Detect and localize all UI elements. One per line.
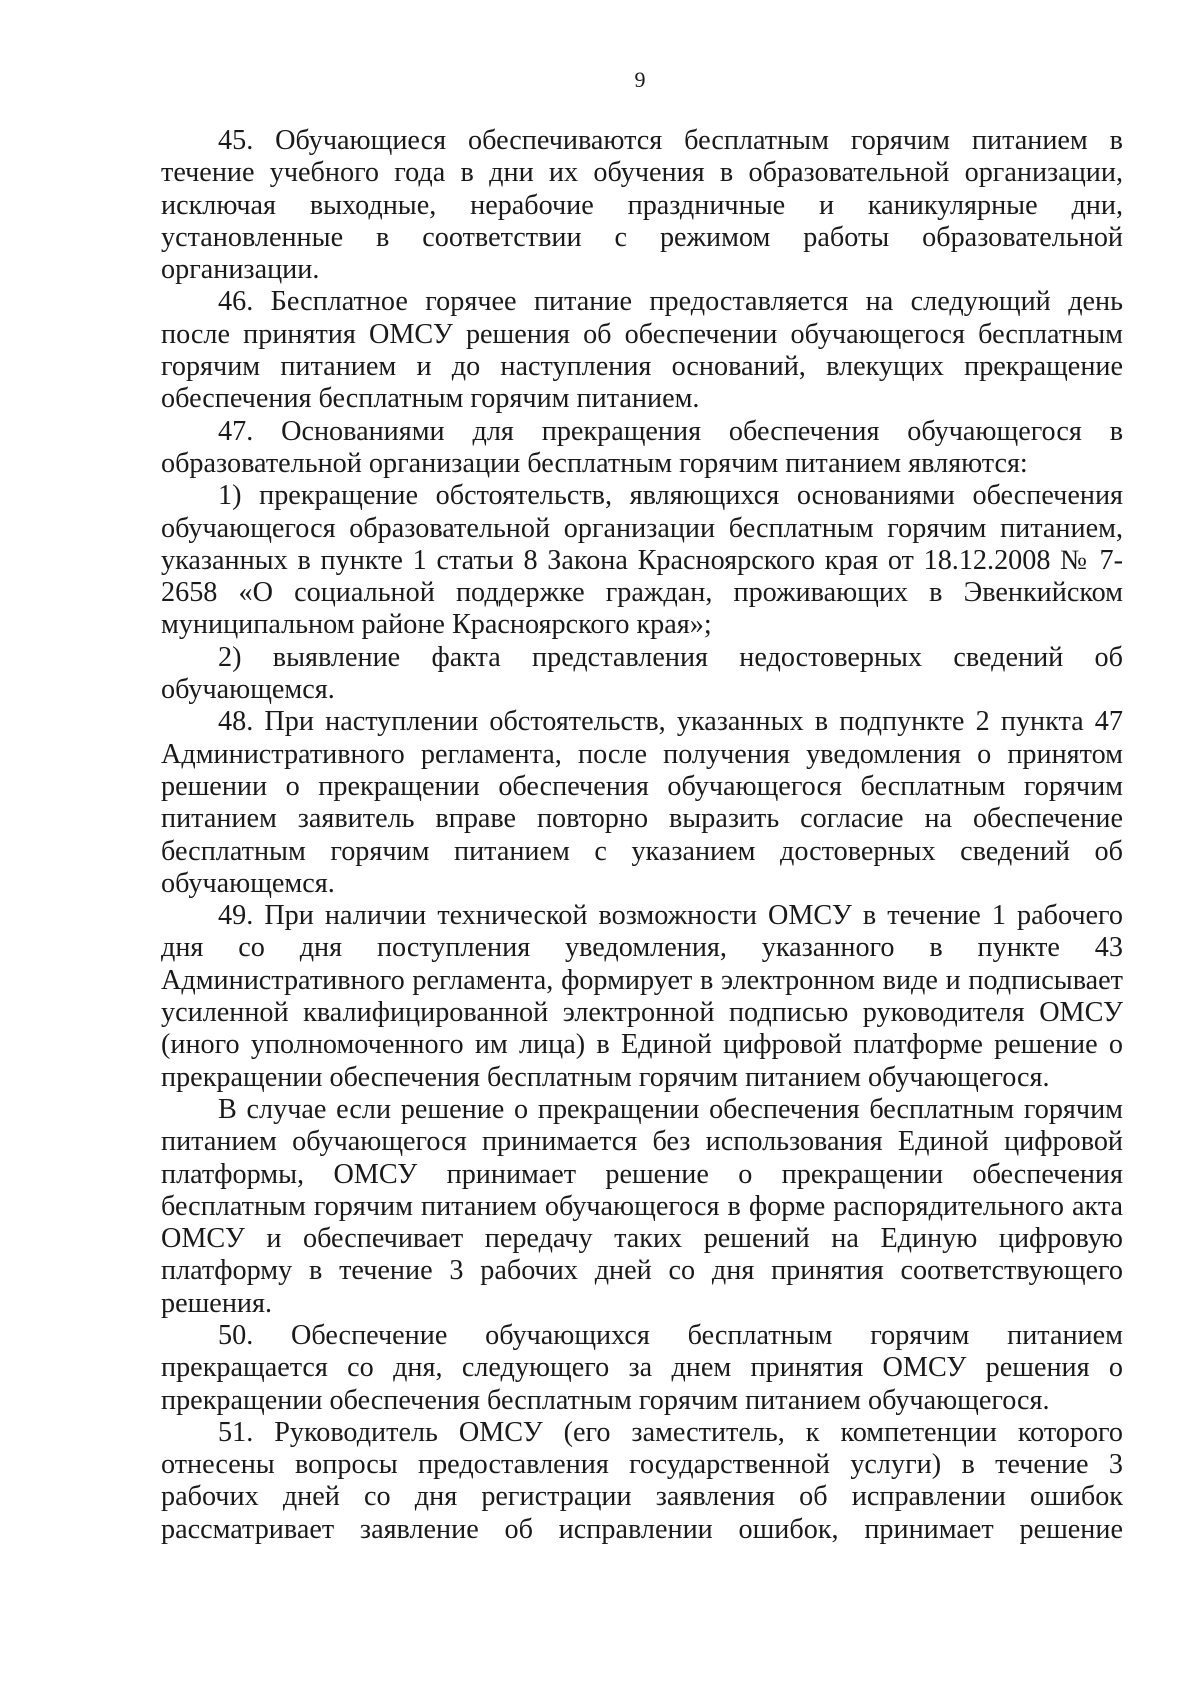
page-number: 9 xyxy=(634,67,646,92)
paragraph-50: 50. Обеспечение обучающихся бесплатным горячим питанием прекращается со дня, следующего за днем принятия ОМСУ решения о прекращении обеспечения бесплатным горячим питанием обучающегося. xyxy=(161,1319,1123,1416)
paragraph-46: 46. Бесплатное горячее питание предоставляется на следующий день после принятия ОМСУ решения об обеспечении обучающегося бесплатным горячим питанием и до наступления оснований, влекущих прекращение обеспечения бесплатным горячим питанием. xyxy=(161,286,1123,415)
paragraph-45: 45. Обучающиеся обеспечиваются бесплатным горячим питанием в течение учебного года в дни их обучения в образовательной организации, исключая выходные, нерабочие праздничные и каникулярные дни, установленные в соответствии с режимом работы образовательной организации. xyxy=(161,125,1123,286)
paragraph-47-item-2: 2) выявление факта представления недостоверных сведений об обучающемся. xyxy=(161,641,1123,706)
document-body xyxy=(161,125,1123,1546)
paragraph-47-item-1: 1) прекращение обстоятельств, являющихся основаниями обеспечения обучающегося образовательной организации бесплатным горячим питанием, указанных в пункте 1 статьи 8 Закона Красноярского края от 18.12.2008 № 7-2658 «О социальной поддержке граждан, проживающих в Эвенкийском муниципальном районе Красноярского края»; xyxy=(161,480,1123,641)
paragraph-49: 49. При наличии технической возможности ОМСУ в течение 1 рабочего дня со дня поступления уведомления, указанного в пункте 43 Административного регламента, формирует в электронном виде и подписывает усиленной квалифицированной электронной подписью руководителя ОМСУ (иного уполномоченного им лица) в Единой цифровой платформе решение о прекращении обеспечения бесплатным горячим питанием обучающегося. xyxy=(161,900,1123,1093)
paragraph-51: 51. Руководитель ОМСУ (его заместитель, к компетенции которого отнесены вопросы предоставления государственной услуги) в течение 3 рабочих дней со дня регистрации заявления об исправлении ошибок рассматривает заявление об исправлении ошибок, принимает решение xyxy=(161,1416,1123,1545)
paragraph-47: 47. Основаниями для прекращения обеспечения обучающегося в образовательной организации бесплатным горячим питанием являются: xyxy=(161,415,1123,479)
paragraph-49-continuation: В случае если решение о прекращении обеспечения бесплатным горячим питанием обучающегося принимается без использования Единой цифровой платформы, ОМСУ принимает решение о прекращении обеспечения бесплатным горячим питанием обучающегося в форме распорядительного акта ОМСУ и обеспечивает передачу таких решений на Единую цифровую платформу в течение 3 рабочих дней со дня принятия соответствующего решения. xyxy=(161,1093,1123,1319)
paragraph-48: 48. При наступлении обстоятельств, указанных в подпункте 2 пункта 47 Административного регламента, после получения уведомления о принятом решении о прекращении обеспечения обучающегося бесплатным горячим питанием заявитель вправе повторно выразить согласие на обеспечение бесплатным горячим питанием с указанием достоверных сведений об обучающемся. xyxy=(161,706,1123,899)
